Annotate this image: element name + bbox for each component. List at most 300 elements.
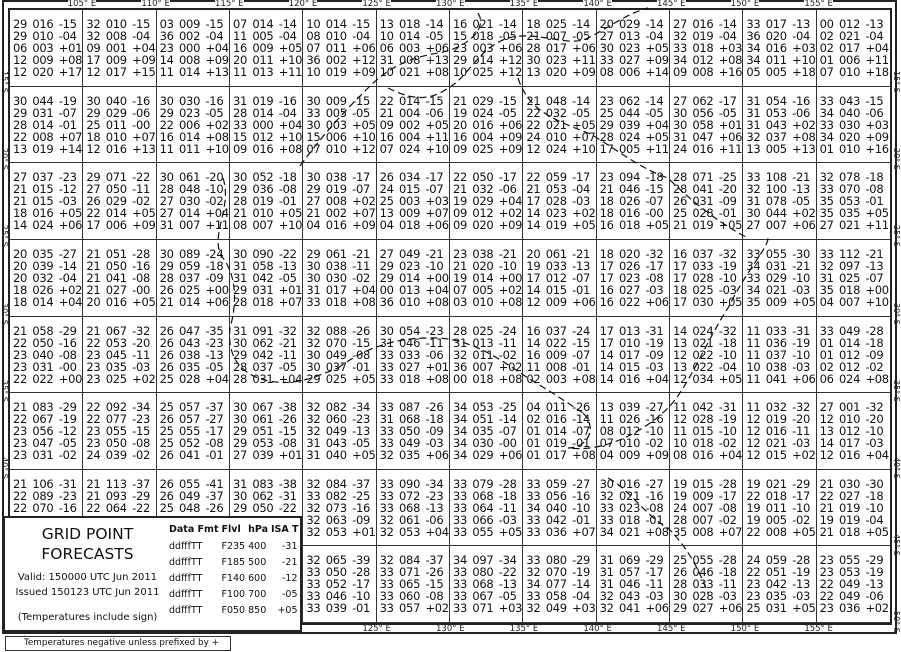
level-value: 22 018 -17 <box>746 488 811 503</box>
level-value: 31 007 +11 <box>159 218 229 233</box>
header-isa-t: ISA T <box>271 524 299 535</box>
level-value: 07 010 +18 <box>819 65 889 79</box>
level-value: 31 069 -29 <box>599 553 664 568</box>
level-value: 34 097 -34 <box>453 553 517 568</box>
level-value: 33 049 -28 <box>819 323 884 338</box>
level-value: 11 037 -10 <box>746 347 811 362</box>
level-value: 28 007 -02 <box>673 512 737 527</box>
level-value: 32 053 +04 <box>379 524 449 539</box>
grid-cell <box>670 317 743 394</box>
level-value: 33 050 -09 <box>379 424 444 439</box>
level-value: 30 062 -31 <box>233 488 297 503</box>
level-value: 31 008 +13 <box>379 53 449 67</box>
level-value: 23 045 -11 <box>86 347 151 362</box>
flight-level: F235 <box>221 540 246 552</box>
level-value: 33 052 -17 <box>306 577 371 592</box>
level-value: 33 042 -01 <box>526 512 591 527</box>
level-value: 13 019 +14 <box>13 141 83 156</box>
level-value: 33 064 -11 <box>453 500 517 515</box>
level-value: 12 024 +10 <box>526 141 596 156</box>
longitude-label: 125° E <box>362 0 391 9</box>
level-value: 17 012 -07 <box>526 270 591 285</box>
level-value: 33 079 -28 <box>453 476 517 491</box>
level-value: 33 068 -13 <box>379 500 444 515</box>
level-value: 30 037 -01 <box>306 359 371 374</box>
level-value: 26 055 -41 <box>159 476 224 491</box>
level-row <box>169 570 302 586</box>
level-value: 25 048 -26 <box>159 500 224 515</box>
level-value: 32 078 -18 <box>819 170 884 185</box>
level-row <box>169 554 302 570</box>
level-value: 05 005 +18 <box>746 65 816 79</box>
longitude-label: 140° E <box>583 0 612 9</box>
level-value: 29 025 +05 <box>306 371 376 386</box>
grid-cell <box>377 317 450 394</box>
level-value: 29 023 -05 <box>159 105 224 120</box>
level-value: 27 062 -17 <box>673 93 737 108</box>
grid-cell <box>450 393 523 470</box>
grid-cell <box>450 546 523 623</box>
data-format: ddfffTT <box>169 540 203 552</box>
level-value: 31 054 -16 <box>746 93 811 108</box>
level-value: 30 038 -11 <box>306 258 371 273</box>
level-value: 17 006 +09 <box>86 218 156 233</box>
level-value: 25 011 -00 <box>86 117 151 132</box>
level-value: 32 049 -13 <box>306 424 371 439</box>
level-value: 31 053 -06 <box>746 105 811 120</box>
level-value: 32 065 -39 <box>306 553 371 568</box>
level-value: 06 003 +01 <box>13 41 83 55</box>
level-value: 29 014 +00 <box>379 270 449 285</box>
grid-cell <box>743 240 816 317</box>
level-value: 31 043 -05 <box>306 436 371 451</box>
level-value: 12 016 -11 <box>746 424 811 439</box>
level-value: 10 014 -05 <box>379 29 444 43</box>
level-value: 07 010 +12 <box>306 141 376 156</box>
level-value: 26 043 -23 <box>159 335 224 350</box>
isa-temperature: -31 <box>282 540 298 552</box>
level-value: 35 053 -01 <box>819 194 884 209</box>
grid-cell <box>817 317 890 394</box>
level-value: 30 061 -26 <box>233 412 297 427</box>
level-value: 04 009 +09 <box>599 448 669 463</box>
grid-cell <box>817 470 890 547</box>
grid-cell <box>817 546 890 623</box>
level-value: 33 055 -30 <box>746 246 811 261</box>
level-value: 23 042 -13 <box>746 577 811 592</box>
level-value: 14 017 -03 <box>819 436 884 451</box>
level-value: 36 020 -04 <box>746 29 811 43</box>
level-value: 28 037 -05 <box>233 359 297 374</box>
level-value: 33 018 +08 <box>379 371 449 386</box>
level-value: 32 070 -15 <box>306 335 371 350</box>
level-value: 21 053 -04 <box>526 182 591 197</box>
level-value: 34 011 +10 <box>746 53 816 67</box>
level-value: 02 012 -02 <box>819 359 884 374</box>
level-value: 14 022 -15 <box>526 335 591 350</box>
latitude-label: 25° S <box>892 225 901 248</box>
level-value: 01 006 +11 <box>819 53 889 67</box>
level-value: 33 056 -16 <box>526 488 591 503</box>
level-value: 26 035 -05 <box>159 359 224 374</box>
level-value: 20 016 +05 <box>86 294 156 309</box>
level-value: 15 018 -05 <box>453 29 517 43</box>
level-value: 34 031 -21 <box>746 258 811 273</box>
level-value: 17 033 -19 <box>673 258 737 273</box>
grid-cell <box>303 317 376 394</box>
pressure-hpa: 500 <box>248 556 267 568</box>
latitude-label: 45° S <box>892 533 901 556</box>
level-value: 36 002 +12 <box>306 53 376 67</box>
level-value: 04 011 -26 <box>526 400 591 415</box>
level-value: 27 013 -04 <box>599 29 664 43</box>
level-value: 18 026 +02 <box>13 282 83 297</box>
level-value: 17 028 -10 <box>673 270 737 285</box>
level-value: 25 028 -01 <box>673 206 737 221</box>
level-value: 30 038 -17 <box>306 170 371 185</box>
level-value: 19 019 -04 <box>819 512 884 527</box>
data-format: ddfffTT <box>169 604 203 616</box>
grid-cell <box>450 240 523 317</box>
level-value: 23 047 -05 <box>13 436 77 451</box>
level-value: 19 005 -02 <box>746 512 811 527</box>
level-value: 31 047 +06 <box>673 129 743 144</box>
level-value: 24 016 +11 <box>673 141 743 156</box>
grid-cell <box>377 240 450 317</box>
level-value: 32 082 -34 <box>306 400 371 415</box>
level-row <box>169 602 302 618</box>
level-value: 35 018 +00 <box>819 282 889 297</box>
level-value: 33 068 -13 <box>453 577 517 592</box>
level-value: 32 084 -37 <box>306 476 371 491</box>
latitude-label: 30° S <box>0 302 9 325</box>
latitude-label: 35° S <box>892 379 901 402</box>
level-value: 26 038 -13 <box>159 347 224 362</box>
level-value: 13 039 -27 <box>599 400 664 415</box>
level-value: 31 078 -05 <box>746 194 811 209</box>
level-value: 34 012 +08 <box>673 53 743 67</box>
level-value: 25 031 +05 <box>746 601 816 616</box>
level-value: 28 033 -11 <box>673 577 737 592</box>
level-value: 09 020 +09 <box>453 218 523 233</box>
level-value: 25 055 -28 <box>673 553 737 568</box>
level-value: 33 065 -15 <box>379 577 444 592</box>
grid-cell <box>83 10 156 87</box>
latitude-label: 15° S <box>0 71 9 93</box>
grid-cell <box>10 10 83 87</box>
isa-temperature: -05 <box>282 588 298 600</box>
level-value: 12 015 +02 <box>746 448 816 463</box>
level-value: 08 016 +04 <box>673 448 743 463</box>
level-value: 23 031 -02 <box>13 448 77 463</box>
level-value: 16 037 -24 <box>526 323 591 338</box>
level-value: 07 024 +10 <box>379 141 449 156</box>
level-value: 06 003 +06 <box>379 41 449 55</box>
level-value: 21 106 -31 <box>13 476 77 491</box>
level-value: 31 017 +04 <box>306 282 376 297</box>
longitude-label: 155° E <box>804 624 833 634</box>
level-value: 22 092 -34 <box>86 400 151 415</box>
grid-cell <box>10 393 83 470</box>
level-value: 19 015 -28 <box>673 476 737 491</box>
level-value: 29 061 -21 <box>306 246 371 261</box>
level-value: 25 052 -08 <box>159 436 224 451</box>
level-value: 27 037 -23 <box>13 170 77 185</box>
level-value: 28 031 +04 <box>233 371 303 386</box>
level-value: 28 014 -01 <box>13 117 77 132</box>
level-value: 29 071 -22 <box>86 170 151 185</box>
level-value: 09 008 +16 <box>673 65 743 79</box>
level-value: 12 028 -19 <box>673 412 737 427</box>
level-value: 23 036 +02 <box>819 601 889 616</box>
level-value: 02 017 +04 <box>819 41 889 55</box>
level-value: 33 060 -08 <box>379 589 444 604</box>
grid-cell <box>450 163 523 240</box>
level-value: 33 050 -28 <box>306 565 371 580</box>
level-value: 10 014 -15 <box>306 17 371 31</box>
level-value: 32 061 -06 <box>379 512 444 527</box>
level-value: 13 005 +13 <box>746 141 816 156</box>
level-value: 21 018 +05 <box>819 524 889 539</box>
level-value: 08 012 -10 <box>599 424 664 439</box>
isa-temperature: +05 <box>277 604 298 616</box>
level-value: 20 032 -04 <box>13 270 77 285</box>
level-value: 34 016 +03 <box>746 41 816 55</box>
level-value: 04 007 +10 <box>819 294 889 309</box>
level-value: 36 007 +02 <box>453 359 523 374</box>
longitude-label: 135° E <box>509 624 539 634</box>
level-value: 04 016 +09 <box>306 218 376 233</box>
grid-cell <box>157 317 230 394</box>
level-value: 36 010 +08 <box>379 294 449 309</box>
level-row <box>169 586 302 602</box>
level-value: 33 033 -06 <box>379 347 444 362</box>
grid-cell <box>743 87 816 164</box>
level-value: 30 067 -38 <box>233 400 297 415</box>
grid-cell <box>523 317 596 394</box>
level-value: 34 040 -10 <box>526 500 591 515</box>
pressure-hpa: 700 <box>248 588 267 600</box>
grid-cell <box>523 393 596 470</box>
level-value: 30 061 -20 <box>159 170 224 185</box>
level-value: 00 018 +08 <box>453 371 523 386</box>
footer-note: Temperatures negative unless prefixed by + <box>5 636 231 651</box>
level-value: 19 021 -29 <box>746 476 811 491</box>
level-value: 24 059 -28 <box>746 553 811 568</box>
level-value: 21 050 -16 <box>86 258 151 273</box>
level-value: 23 038 -21 <box>453 246 517 261</box>
level-value: 32 008 -04 <box>86 29 151 43</box>
level-value: 34 053 -25 <box>453 400 517 415</box>
level-value: 19 033 -13 <box>526 258 591 273</box>
grid-cell <box>670 87 743 164</box>
level-value: 26 025 +00 <box>159 282 229 297</box>
level-value: 29 051 -15 <box>233 424 297 439</box>
level-value: 34 021 -03 <box>746 282 811 297</box>
level-value: 35 008 +07 <box>673 524 743 539</box>
level-value: 24 007 -08 <box>673 500 737 515</box>
longitude-label: 110° E <box>141 0 170 9</box>
level-value: 10 038 -03 <box>746 359 811 374</box>
level-value: 31 043 +02 <box>746 117 816 132</box>
level-value: 27 001 -32 <box>819 400 884 415</box>
level-value: 29 023 -10 <box>379 258 444 273</box>
level-value: 26 049 -37 <box>159 488 224 503</box>
grid-cell <box>597 10 670 87</box>
grid-cell <box>10 87 83 164</box>
level-value: 21 093 -29 <box>86 488 151 503</box>
level-value: 34 077 -14 <box>526 577 591 592</box>
level-value: 21 067 -32 <box>86 323 151 338</box>
level-value: 33 071 -26 <box>379 565 444 580</box>
level-value: 01 010 +16 <box>819 141 889 156</box>
level-value: 16 014 +08 <box>159 129 229 144</box>
level-value: 04 018 +06 <box>379 218 449 233</box>
level-value: 29 039 +04 <box>599 117 669 132</box>
level-value: 29 050 -22 <box>233 500 297 515</box>
latitude-label: 35° S <box>0 379 9 402</box>
level-value: 28 041 -20 <box>673 182 737 197</box>
level-value: 31 068 -18 <box>379 412 444 427</box>
level-value: 02 016 -14 <box>526 412 591 427</box>
level-value: 14 023 +02 <box>526 206 596 221</box>
level-value: 33 066 -03 <box>453 512 517 527</box>
level-value: 33 029 -10 <box>746 270 811 285</box>
level-value: 27 014 +04 <box>159 206 229 221</box>
level-value: 32 021 -16 <box>599 488 664 503</box>
level-value: 23 040 -08 <box>13 347 77 362</box>
level-value: 11 014 +13 <box>159 65 229 79</box>
level-value: 28 014 -04 <box>233 105 297 120</box>
level-value: 33 005 -05 <box>306 105 371 120</box>
level-value: 18 025 -14 <box>526 17 591 31</box>
level-value: 22 032 -05 <box>526 105 591 120</box>
level-value: 10 025 +12 <box>453 65 523 79</box>
level-value: 28 048 -10 <box>159 182 224 197</box>
level-value: 22 021 +05 <box>526 117 596 132</box>
grid-cell <box>743 393 816 470</box>
level-value: 06 024 +08 <box>819 371 889 386</box>
level-value: 33 082 -25 <box>306 488 371 503</box>
level-value: 30 054 -23 <box>379 323 444 338</box>
level-value: 30 062 -21 <box>233 335 297 350</box>
grid-cell <box>230 163 303 240</box>
grid-cell <box>670 10 743 87</box>
level-value: 23 055 -15 <box>86 424 151 439</box>
pressure-hpa: 600 <box>248 572 267 584</box>
level-value: 01 014 -07 <box>526 424 591 439</box>
grid-cell <box>303 470 376 547</box>
level-value: 29 031 +01 <box>233 282 303 297</box>
level-value: 14 024 -32 <box>673 323 737 338</box>
level-value: 20 061 -21 <box>526 246 591 261</box>
level-value: 08 010 -04 <box>306 29 371 43</box>
level-value: 10 018 -02 <box>673 436 737 451</box>
level-value: 23 000 +04 <box>159 41 229 55</box>
level-value: 07 010 -02 <box>599 436 664 451</box>
flight-level: F140 <box>221 572 246 584</box>
level-value: 17 026 -17 <box>599 258 664 273</box>
grid-cell <box>817 87 890 164</box>
pressure-hpa: 400 <box>248 540 267 552</box>
longitude-label: 140° E <box>583 624 612 634</box>
longitude-label: 115° E <box>215 0 244 9</box>
levels-header-row <box>169 524 302 538</box>
level-value: 29 042 -11 <box>233 347 297 362</box>
level-value: 34 035 -07 <box>453 424 517 439</box>
level-value: 31 025 -07 <box>819 270 884 285</box>
level-value: 30 056 -05 <box>673 105 737 120</box>
grid-cell <box>230 10 303 87</box>
level-value: 11 041 +06 <box>746 371 816 386</box>
level-value: 03 010 +08 <box>453 294 523 309</box>
level-value: 31 057 -17 <box>599 565 664 580</box>
level-value: 12 016 +13 <box>86 141 156 156</box>
level-value: 26 057 -27 <box>159 412 224 427</box>
level-value: 12 016 +04 <box>819 448 889 463</box>
grid-cell <box>523 87 596 164</box>
grid-cell <box>523 240 596 317</box>
level-value: 21 020 -10 <box>453 258 517 273</box>
level-value: 31 058 -13 <box>233 258 297 273</box>
level-value: 22 050 -17 <box>453 170 517 185</box>
longitude-label: 150° E <box>730 624 760 634</box>
level-value: 30 009 -15 <box>306 93 371 108</box>
level-value: 16 018 +05 <box>599 218 669 233</box>
grid-cell <box>523 10 596 87</box>
level-value: 33 018 -01 <box>599 512 664 527</box>
level-value: 33 039 -01 <box>306 601 371 616</box>
grid-cell <box>10 317 83 394</box>
level-value: 12 034 +05 <box>673 371 743 386</box>
level-value: 23 035 -03 <box>746 589 811 604</box>
isa-temperature: -21 <box>282 556 298 568</box>
level-value: 21 032 -06 <box>453 182 517 197</box>
level-value: 01 019 -01 <box>526 436 591 451</box>
level-row <box>169 538 302 554</box>
level-value: 30 044 -19 <box>13 93 77 108</box>
level-value: 23 055 -29 <box>819 553 884 568</box>
level-value: 27 007 +06 <box>746 218 816 233</box>
grid-cell <box>230 393 303 470</box>
level-value: 33 067 -05 <box>453 589 517 604</box>
level-value: 11 036 -19 <box>746 335 811 350</box>
level-value: 18 016 +05 <box>13 206 83 221</box>
grid-cell <box>743 10 816 87</box>
level-value: 11 042 -31 <box>673 400 737 415</box>
level-value: 33 049 -03 <box>379 436 444 451</box>
level-value: 36 002 -04 <box>159 29 224 43</box>
level-value: 32 053 +01 <box>306 524 376 539</box>
level-value: 14 016 +04 <box>599 371 669 386</box>
level-value: 33 046 -10 <box>306 589 371 604</box>
level-value: 11 005 -04 <box>233 29 297 43</box>
level-value: 22 008 +07 <box>13 129 83 144</box>
level-value: 31 013 -11 <box>453 335 517 350</box>
level-value: 22 014 -15 <box>379 93 444 108</box>
level-value: 27 016 -14 <box>673 17 737 31</box>
level-value: 23 050 -08 <box>86 436 151 451</box>
grid-cell <box>450 87 523 164</box>
level-value: 02 003 +08 <box>526 371 596 386</box>
level-value: 29 010 -04 <box>13 29 77 43</box>
level-value: 26 046 -18 <box>673 565 737 580</box>
longitude-label: 155° E <box>804 0 833 9</box>
level-value: 30 023 +11 <box>526 53 596 67</box>
level-value: 29 016 -15 <box>13 17 77 31</box>
grid-cell <box>377 163 450 240</box>
grid-cell <box>743 470 816 547</box>
